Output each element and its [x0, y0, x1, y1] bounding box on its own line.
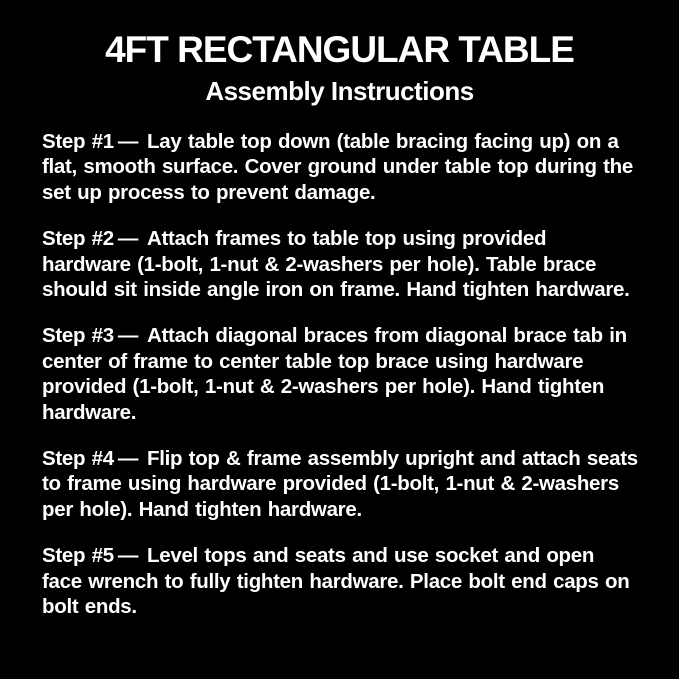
header — [0, 0, 679, 108]
page-title: 4FT RECTANGULAR TABLE — [105, 29, 574, 70]
page-subtitle: Assembly Instructions — [205, 76, 474, 107]
step-text: Flip top & frame assembly upright and attach seats to frame using hardware provided (1-bolt, 1-nut & 2-washers per hole). Hand tighten hardware. — [42, 446, 638, 521]
step-separator: — — [117, 227, 139, 251]
step-label: Step #3 — [42, 324, 114, 348]
step-text: Level tops and seats and use socket and open face wrench to fully tighten hardware. Place bolt end caps on bolt ends. — [42, 544, 630, 618]
step-item-4 — [42, 446, 639, 522]
step-label: Step #4 — [42, 446, 114, 470]
step-separator: — — [117, 446, 139, 470]
step-item-5 — [42, 543, 639, 619]
step-separator: — — [117, 324, 139, 348]
step-item-3 — [42, 323, 639, 425]
step-label: Step #1 — [42, 129, 114, 153]
step-label: Step #5 — [42, 544, 114, 568]
step-label: Step #2 — [42, 227, 114, 251]
step-item-1 — [42, 129, 639, 205]
steps-list — [0, 108, 679, 620]
step-separator: — — [117, 544, 139, 568]
step-text: Attach frames to table top using provided hardware (1-bolt, 1-nut & 2-washers per hole). Table brace should sit inside angle iron on frame. Hand tighten hardware. — [42, 227, 630, 301]
step-text: Lay table top down (table bracing facing up) on a flat, smooth surface. Cover ground under table top during the set up process to prevent damage. — [42, 129, 633, 204]
step-text: Attach diagonal braces from diagonal brace tab in center of frame to center table top brace using hardware provided (1-bolt, 1-nut & 2-washers per hole). Hand tighten hardware. — [42, 324, 627, 424]
step-separator: — — [117, 129, 139, 153]
step-item-2 — [42, 226, 639, 302]
